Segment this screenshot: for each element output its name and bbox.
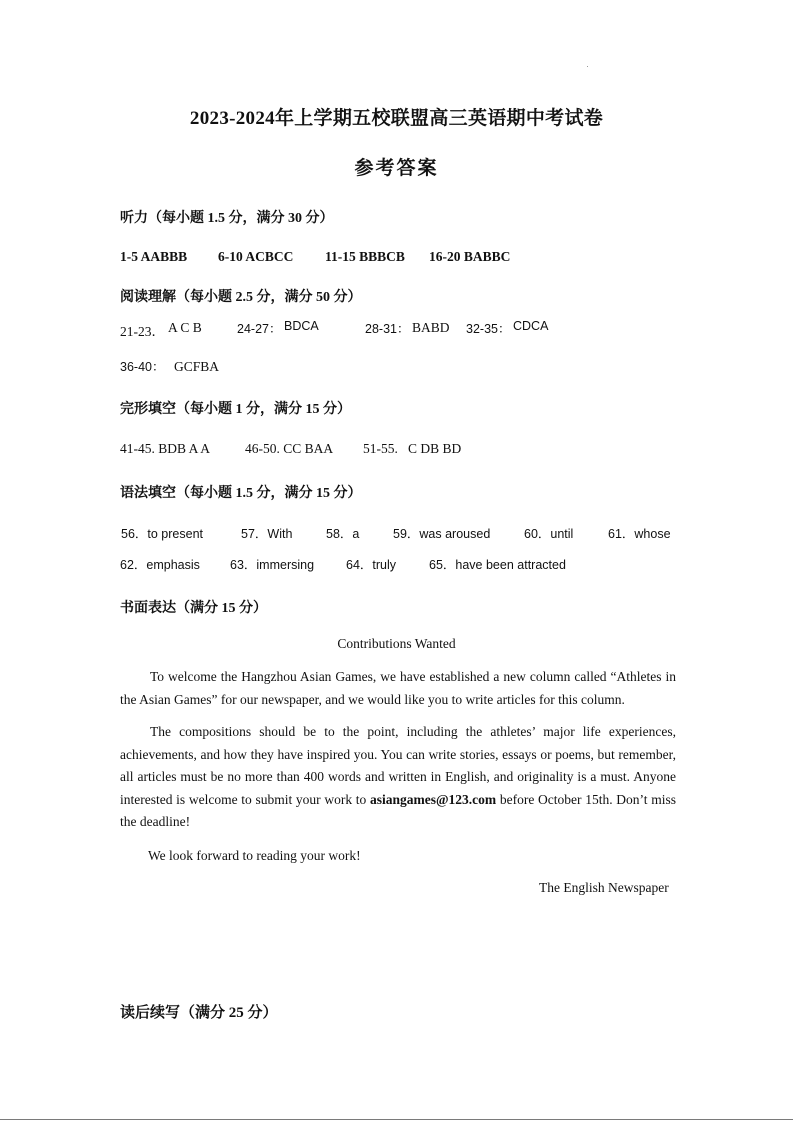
grammar-answer-57: 57．With bbox=[241, 527, 293, 541]
notice-paragraph-3: We look forward to reading your work! bbox=[148, 848, 361, 863]
cloze-answer-2: 46-50. CC BAA bbox=[245, 441, 334, 456]
grammar-answer-62: 62．emphasis bbox=[120, 558, 200, 572]
reading-32-35-value: CDCA bbox=[513, 319, 549, 333]
cloze-answer-3: 51-55. C DB BD bbox=[363, 441, 462, 456]
page-title: 2023-2024年上学期五校联盟高三英语期中考试卷 bbox=[189, 108, 604, 129]
reading-28-31-value: BABD bbox=[412, 320, 450, 335]
grammar-answer-64: 64．truly bbox=[346, 558, 397, 572]
notice-paragraph-2-end: before October 15th. Don’t miss the deadline! bbox=[120, 791, 676, 830]
reading-32-35-label: 32-35： bbox=[466, 322, 511, 336]
scan-speck bbox=[587, 66, 588, 67]
listening-answer-3: 11-15 BBBCB bbox=[325, 249, 405, 264]
cloze-answer-1: 41-45. BDB A A bbox=[120, 441, 211, 456]
writing-heading: 书面表达（满分 15 分） bbox=[120, 601, 267, 616]
cloze-heading: 完形填空（每小题 1 分，满分 15 分） bbox=[120, 402, 351, 417]
reading-36-40-value: GCFBA bbox=[174, 359, 220, 374]
contact-email: asiangames@123.com bbox=[370, 791, 497, 807]
page-bottom-border bbox=[0, 1119, 793, 1120]
listening-heading: 听力（每小题 1.5 分，满分 30 分） bbox=[120, 211, 334, 226]
listening-answer-4: 16-20 BABBC bbox=[429, 249, 511, 264]
reading-21-23-value: A C B bbox=[168, 320, 202, 335]
grammar-answer-59: 59．was aroused bbox=[393, 527, 491, 541]
grammar-answer-58: 58．a bbox=[326, 527, 360, 541]
reading-heading: 阅读理解（每小题 2.5 分，满分 50 分） bbox=[120, 290, 362, 305]
notice-title: Contributions Wanted bbox=[337, 636, 456, 651]
page-subtitle: 参考答案 bbox=[354, 158, 439, 179]
notice-paragraph-2-text: The compositions should be to the point, including the athletes’ major life experiences, achievements, and how they have inspired you. You can write stories, essays or poems, but remember, all articles must be no more than 400 words and written in English, and originality is a must. Anyone interested is welcome to submit your work to bbox=[120, 724, 676, 807]
reading-24-27-label: 24-27： bbox=[237, 322, 282, 336]
grammar-answer-63: 63．immersing bbox=[230, 558, 315, 572]
grammar-heading: 语法填空（每小题 1.5 分，满分 15 分） bbox=[120, 486, 362, 501]
notice-signature: The English Newspaper bbox=[539, 880, 669, 895]
reading-21-23-label: 21-23． bbox=[120, 324, 165, 339]
listening-answer-2: 6-10 ACBCC bbox=[218, 249, 294, 264]
notice-paragraph-2 bbox=[120, 721, 676, 834]
notice-paragraph-1-text: To welcome the Hangzhou Asian Games, we have established a new column called “Athletes in the Asian Games” for our newspaper, and we would like you to write articles for this column. bbox=[120, 669, 676, 707]
grammar-answer-61: 61．whose bbox=[608, 527, 671, 541]
grammar-answer-65: 65．have been attracted bbox=[429, 558, 566, 572]
notice-paragraph-1 bbox=[120, 666, 676, 711]
listening-answer-1: 1-5 AABBB bbox=[120, 249, 188, 264]
continuation-heading: 读后续写（满分 25 分） bbox=[120, 1005, 278, 1021]
reading-36-40-label: 36-40： bbox=[120, 360, 165, 374]
reading-24-27-value: BDCA bbox=[284, 319, 319, 333]
reading-28-31-label: 28-31： bbox=[365, 322, 410, 336]
grammar-answer-56: 56．to present bbox=[121, 527, 203, 541]
grammar-answer-60: 60．until bbox=[524, 527, 574, 541]
